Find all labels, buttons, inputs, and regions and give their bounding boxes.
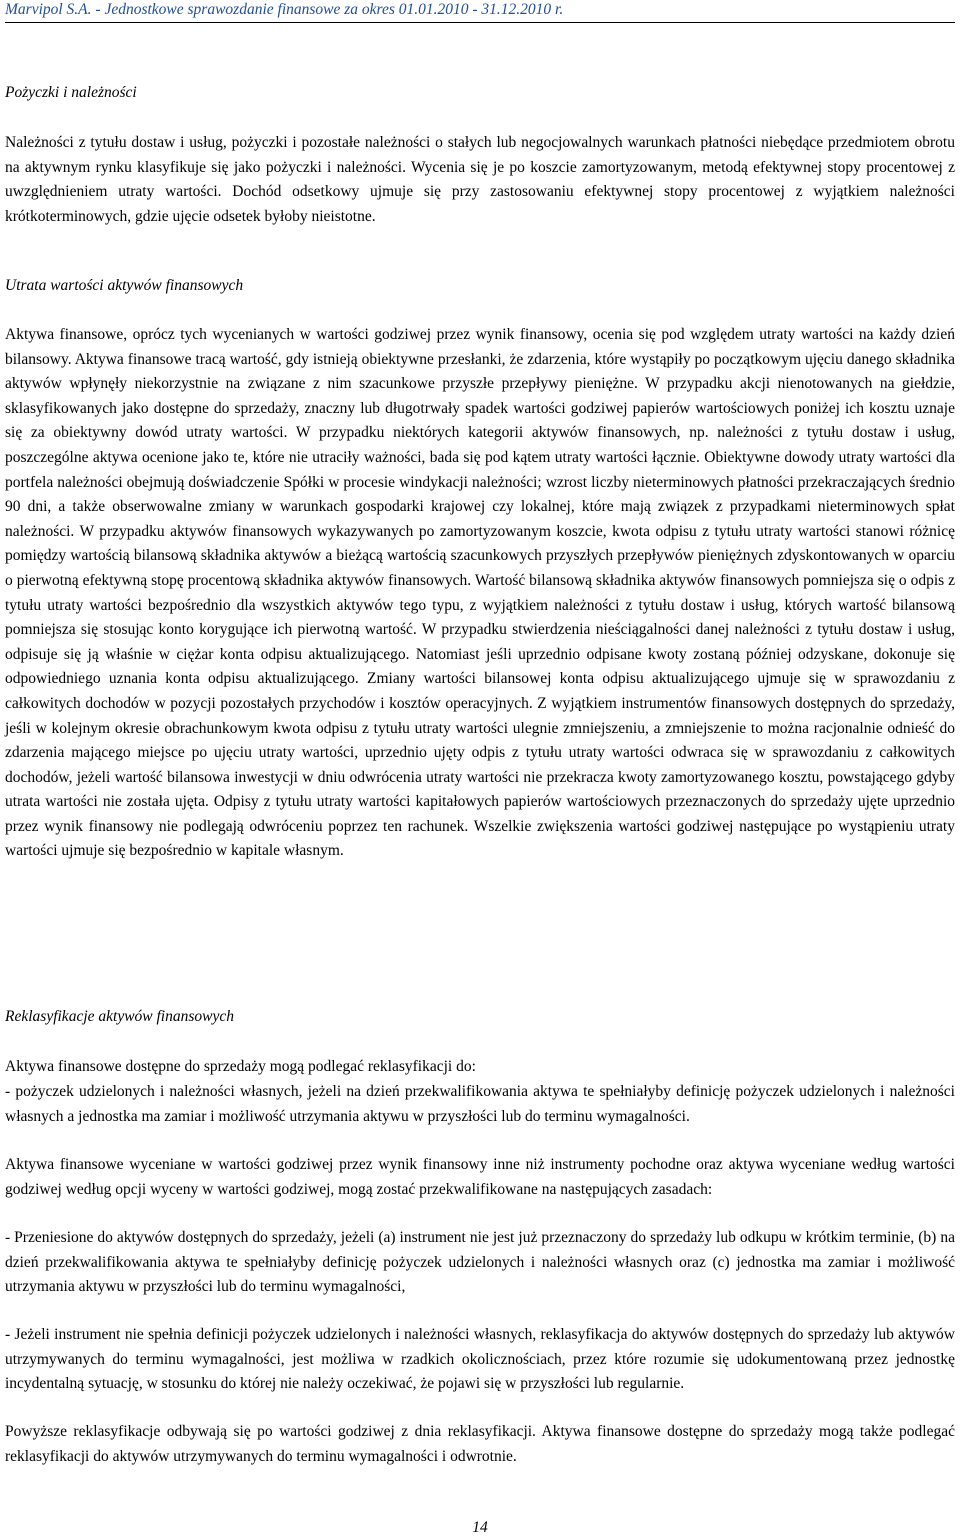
section-heading-reclassification: Reklasyfikacje aktywów finansowych <box>5 1008 234 1025</box>
paragraph-reclass-item-2: - Przeniesione do aktywów dostępnych do sprzedaży, jeżeli (a) instrument nie jest już przeznaczony do sprzedaży lub odkupu w krótkim terminie, (b) na dzień przekwalifikowania aktywa te spełniałyby definicję pożyczek udzielonych i należności własnych oraz (c) jednostka ma zamiar i możliwość utrzymania aktywu w przyszłości lub do terminu wymagalności, <box>5 1229 955 1296</box>
paragraph-reclass-3: Powyższe reklasyfikacje odbywają się po wartości godziwej z dnia reklasyfikacji. Aktywa finansowe dostępne do sprzedaży mogą także podlegać reklasyfikacji do aktywów utrzymywanych do terminu wymagalności i odwrotnie. <box>5 1423 955 1465</box>
paragraph-reclass-item-3: - Jeżeli instrument nie spełnia definicji pożyczek udzielonych i należności własnych, reklasyfikacja do aktywów dostępnych do sprzedaży lub aktywów utrzymywanych do terminu wymagalności, jest możliwa w rzadkich okolicznościach, przez które rozumie się udokumentowaną przez jednostkę incydentalną sytuację, w stosunku do której nie należy oczekiwać, że pojawi się w przyszłości lub regularnie. <box>5 1326 955 1393</box>
paragraph-impairment: Aktywa finansowe, oprócz tych wycenianych w wartości godziwej przez wynik finansowy, ocenia się pod względem utraty wartości na każdy dzień bilansowy. Aktywa finansowe tracą wartość, gdy istnieją obiektywne przesłanki, że zdarzenia, które wystąpiły po początkowym ujęciu danego składnika aktywów wpłynęły niekorzystnie na związane z nim szacunkowe przyszłe przepływy pieniężne. W przypadku akcji nienotowanych na giełdzie, sklasyfikowanych jako dostępne do sprzedaży, znaczny lub długotrwały spadek wartości godziwej papierów wartościowych poniżej ich kosztu uznaje się za obiektywny dowód utraty wartości. W przypadku niektórych kategorii aktywów finansowych, np. należności z tytułu dostaw i usług, poszczególne aktywa ocenione jako te, które nie utraciły ważności, bada się pod kątem utraty wartości łącznie. Obiektywne dowody utraty wartości dla portfela należności obejmują doświadczenie Spółki w procesie windykacji należności; wzrost liczby nieterminowych płatności przekraczających średnio 90 dni, a także obserwowalne zmiany w warunkach gospodarki krajowej czy lokalnej, które mają związek z przypadkami nieterminowych spłat należności. W przypadku aktywów finansowych wykazywanych po zamortyzowanym koszcie, kwota odpisu z tytułu utraty wartości stanowi różnicę pomiędzy wartością bilansową składnika aktywów a bieżącą wartością szacunkowych przyszłych przepływów pieniężnych zdyskontowanych w oparciu o pierwotną efektywną stopę procentową składnika aktywów finansowych. Wartość bilansową składnika aktywów finansowych pomniejsza się o odpis z tytułu utraty wartości bezpośrednio dla wszystkich aktywów tego typu, z wyjątkiem należności z tytułu dostaw i usług, których wartość bilansową pomniejsza się stosując konto korygujące ich pierwotną wartość. W przypadku stwierdzenia nieściągalności danej należności z tytułu dostaw i usług, odpisuje się ją właśnie w ciężar konta odpisu aktualizującego. Natomiast jeśli uprzednio odpisane kwoty zostaną później odzyskane, dokonuje się odpowiedniego uznania konta odpisu aktualizującego. Zmiany wartości bilansowej konta odpisu aktualizującego ujmuje się w sprawozdaniu z całkowitych dochodów w pozycji pozostałych przychodów i kosztów operacyjnych. Z wyjątkiem instrumentów finansowych dostępnych do sprzedaży, jeśli w kolejnym okresie obrachunkowym kwota odpisu z tytułu utraty wartości ulegnie zmniejszeniu, a zmniejszenie to można racjonalnie odnieść do zdarzenia mającego miejsce po ujęciu utraty wartości, uprzednio ujęty odpis z tytułu utraty wartości odwraca się w sprawozdaniu z całkowitych dochodów, jeżeli wartość bilansowa inwestycji w dniu odwrócenia utraty wartości nie przekracza kwoty zamortyzowanego kosztu, powstającego gdyby utrata wartości nie została ujęta. Odpisy z tytułu utraty wartości kapitałowych papierów wartościowych przeznaczonych do sprzedaży ujęte uprzednio przez wynik finansowy nie podlegają odwróceniu poprzez ten rachunek. Wszelkie zwiększenia wartości godziwej następujące po wystąpieniu utraty wartości ujmuje się bezpośrednio w kapitale własnym. <box>5 326 955 860</box>
paragraph-reclass-item-1: - pożyczek udzielonych i należności własnych, jeżeli na dzień przekwalifikowania aktywa te spełniałyby definicję pożyczek udzielonych i należności własnych a jednostka ma zamiar i możliwość utrzymania aktywu w przyszłości lub do terminu wymagalności. <box>5 1083 955 1125</box>
page-number: 14 <box>472 1519 488 1536</box>
paragraph-loans: Należności z tytułu dostaw i usług, pożyczki i pozostałe należności o stałych lub negocjowalnych warunkach płatności niebędące przedmiotem obrotu na aktywnym rynku klasyfikuje się jako pożyczki i należności. Wycenia się je po koszcie zamortyzowanym, metodą efektywnej stopy procentowej z uwzględnieniem utraty wartości. Dochód odsetkowy ujmuje się przy zastosowaniu efektywnej stopy procentowej z wyjątkiem należności krótkoterminowych, gdzie ujęcie odsetek byłoby nieistotne. <box>5 134 955 225</box>
section-heading-impairment: Utrata wartości aktywów finansowych <box>5 277 244 294</box>
section-heading-loans: Pożyczki i należności <box>5 84 137 101</box>
paragraph-reclass-2: Aktywa finansowe wyceniane w wartości godziwej przez wynik finansowy inne niż instrumenty pochodne oraz aktywa wyceniane według wartości godziwej według opcji wyceny w wartości godziwej, mogą zostać przekwalifikowane na następujących zasadach: <box>5 1156 955 1198</box>
document-header: Marvipol S.A. - Jednostkowe sprawozdanie finansowe za okres 01.01.2010 - 31.12.2010 r. <box>5 1 564 18</box>
header-rule <box>5 22 955 23</box>
paragraph-reclass-intro: Aktywa finansowe dostępne do sprzedaży mogą podlegać reklasyfikacji do: <box>5 1058 476 1075</box>
